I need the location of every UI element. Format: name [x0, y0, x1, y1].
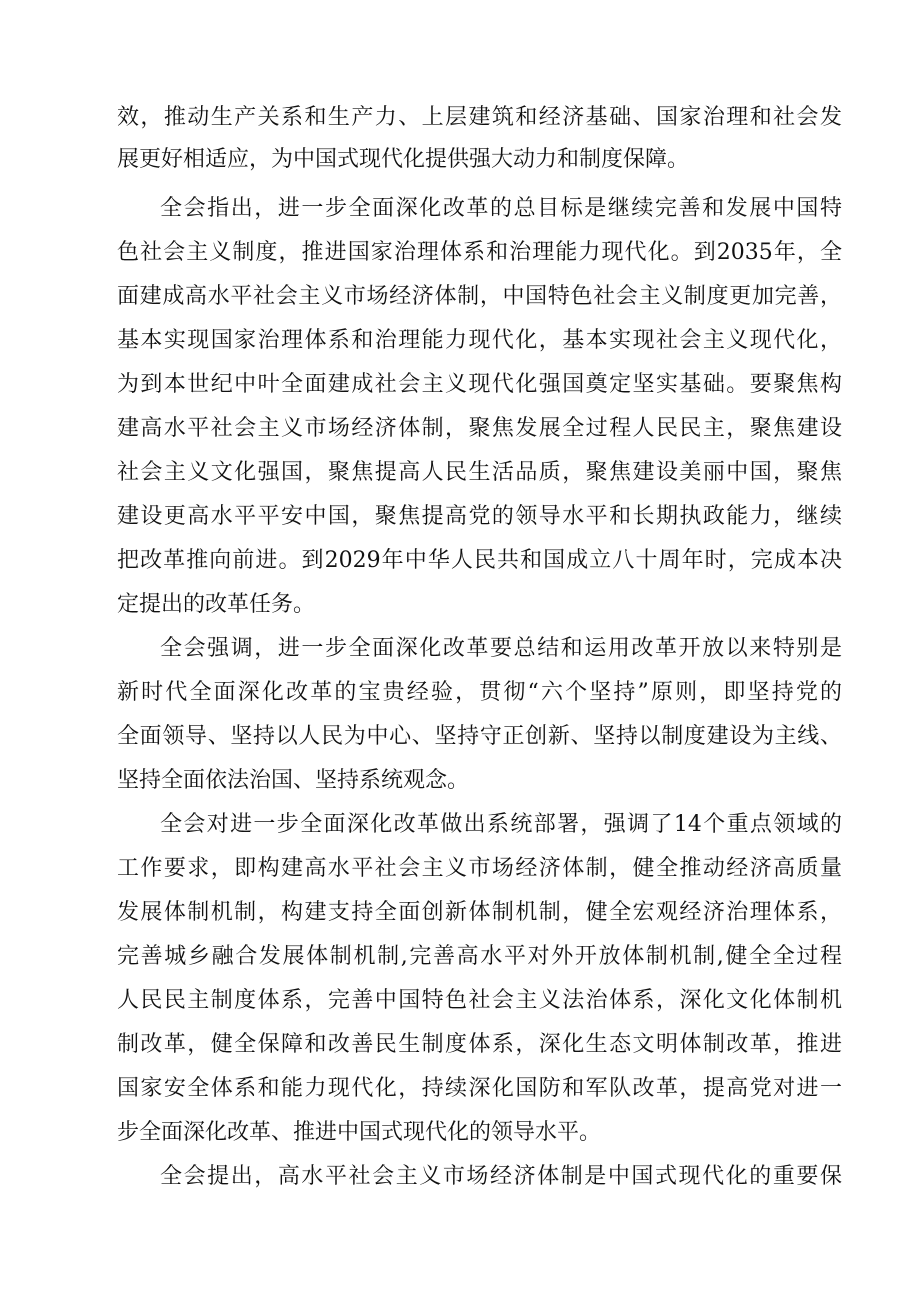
text-line: 全面领导、坚持以人民为中心、坚持守正创新、坚持以制度建设为主线、 [117, 724, 842, 749]
text-line: 把改革推向前进。到2029年中华人民共和国成立八十周年时，完成本决 [117, 548, 842, 573]
text-line: 步全面深化改革、推进中国式现代化的领导水平。 [117, 1120, 602, 1145]
paragraph-first-line: 全会对进一步全面深化改革做出系统部署，强调了14个重点领域的 [160, 812, 842, 837]
text-line: 坚持全面依法治国、坚持系统观念。 [117, 768, 470, 793]
paragraph-first-line: 全会提出，高水平社会主义市场经济体制是中国式现代化的重要保 [160, 1164, 842, 1189]
text-line: 建高水平社会主义市场经济体制，聚焦发展全过程人民民主，聚焦建设 [117, 416, 842, 441]
text-line: 为到本世纪中叶全面建成社会主义现代化强国奠定坚实基础。要聚焦构 [117, 372, 842, 397]
text-line: 面建成高水平社会主义市场经济体制，中国特色社会主义制度更加完善， [117, 284, 842, 309]
text-line: 完善城乡融合发展体制机制,完善高水平对外开放体制机制,健全全过程 [117, 944, 842, 969]
text-line: 定提出的改革任务。 [117, 592, 316, 617]
paragraph-first-line: 全会强调，进一步全面深化改革要总结和运用改革开放以来特别是 [160, 636, 842, 661]
text-line: 制改革，健全保障和改善民生制度体系，深化生态文明体制改革，推进 [117, 1032, 842, 1057]
text-line: 建设更高水平平安中国，聚焦提高党的领导水平和长期执政能力，继续 [117, 504, 842, 529]
text-line: 新时代全面深化改革的宝贵经验，贯彻“六个坚持”原则，即坚持党的 [117, 680, 842, 705]
text-line: 发展体制机制，构建支持全面创新体制机制，健全宏观经济治理体系， [117, 900, 842, 925]
text-line: 基本实现国家治理体系和治理能力现代化，基本实现社会主义现代化， [117, 328, 842, 353]
text-line: 国家安全体系和能力现代化，持续深化国防和军队改革，提高党对进一 [117, 1076, 842, 1101]
text-line: 展更好相适应，为中国式现代化提供强大动力和制度保障。 [117, 147, 690, 172]
text-line: 色社会主义制度，推进国家治理体系和治理能力现代化。到2035年，全 [117, 240, 842, 265]
paragraph-first-line: 全会指出，进一步全面深化改革的总目标是继续完善和发展中国特 [160, 196, 842, 221]
text-line: 人民民主制度体系，完善中国特色社会主义法治体系，深化文化体制机 [117, 988, 842, 1013]
text-line: 社会主义文化强国，聚焦提高人民生活品质，聚焦建设美丽中国，聚焦 [117, 460, 842, 485]
text-line: 工作要求，即构建高水平社会主义市场经济体制，健全推动经济高质量 [117, 856, 842, 881]
text-line: 效，推动生产关系和生产力、上层建筑和经济基础、国家治理和社会发 [117, 105, 842, 130]
